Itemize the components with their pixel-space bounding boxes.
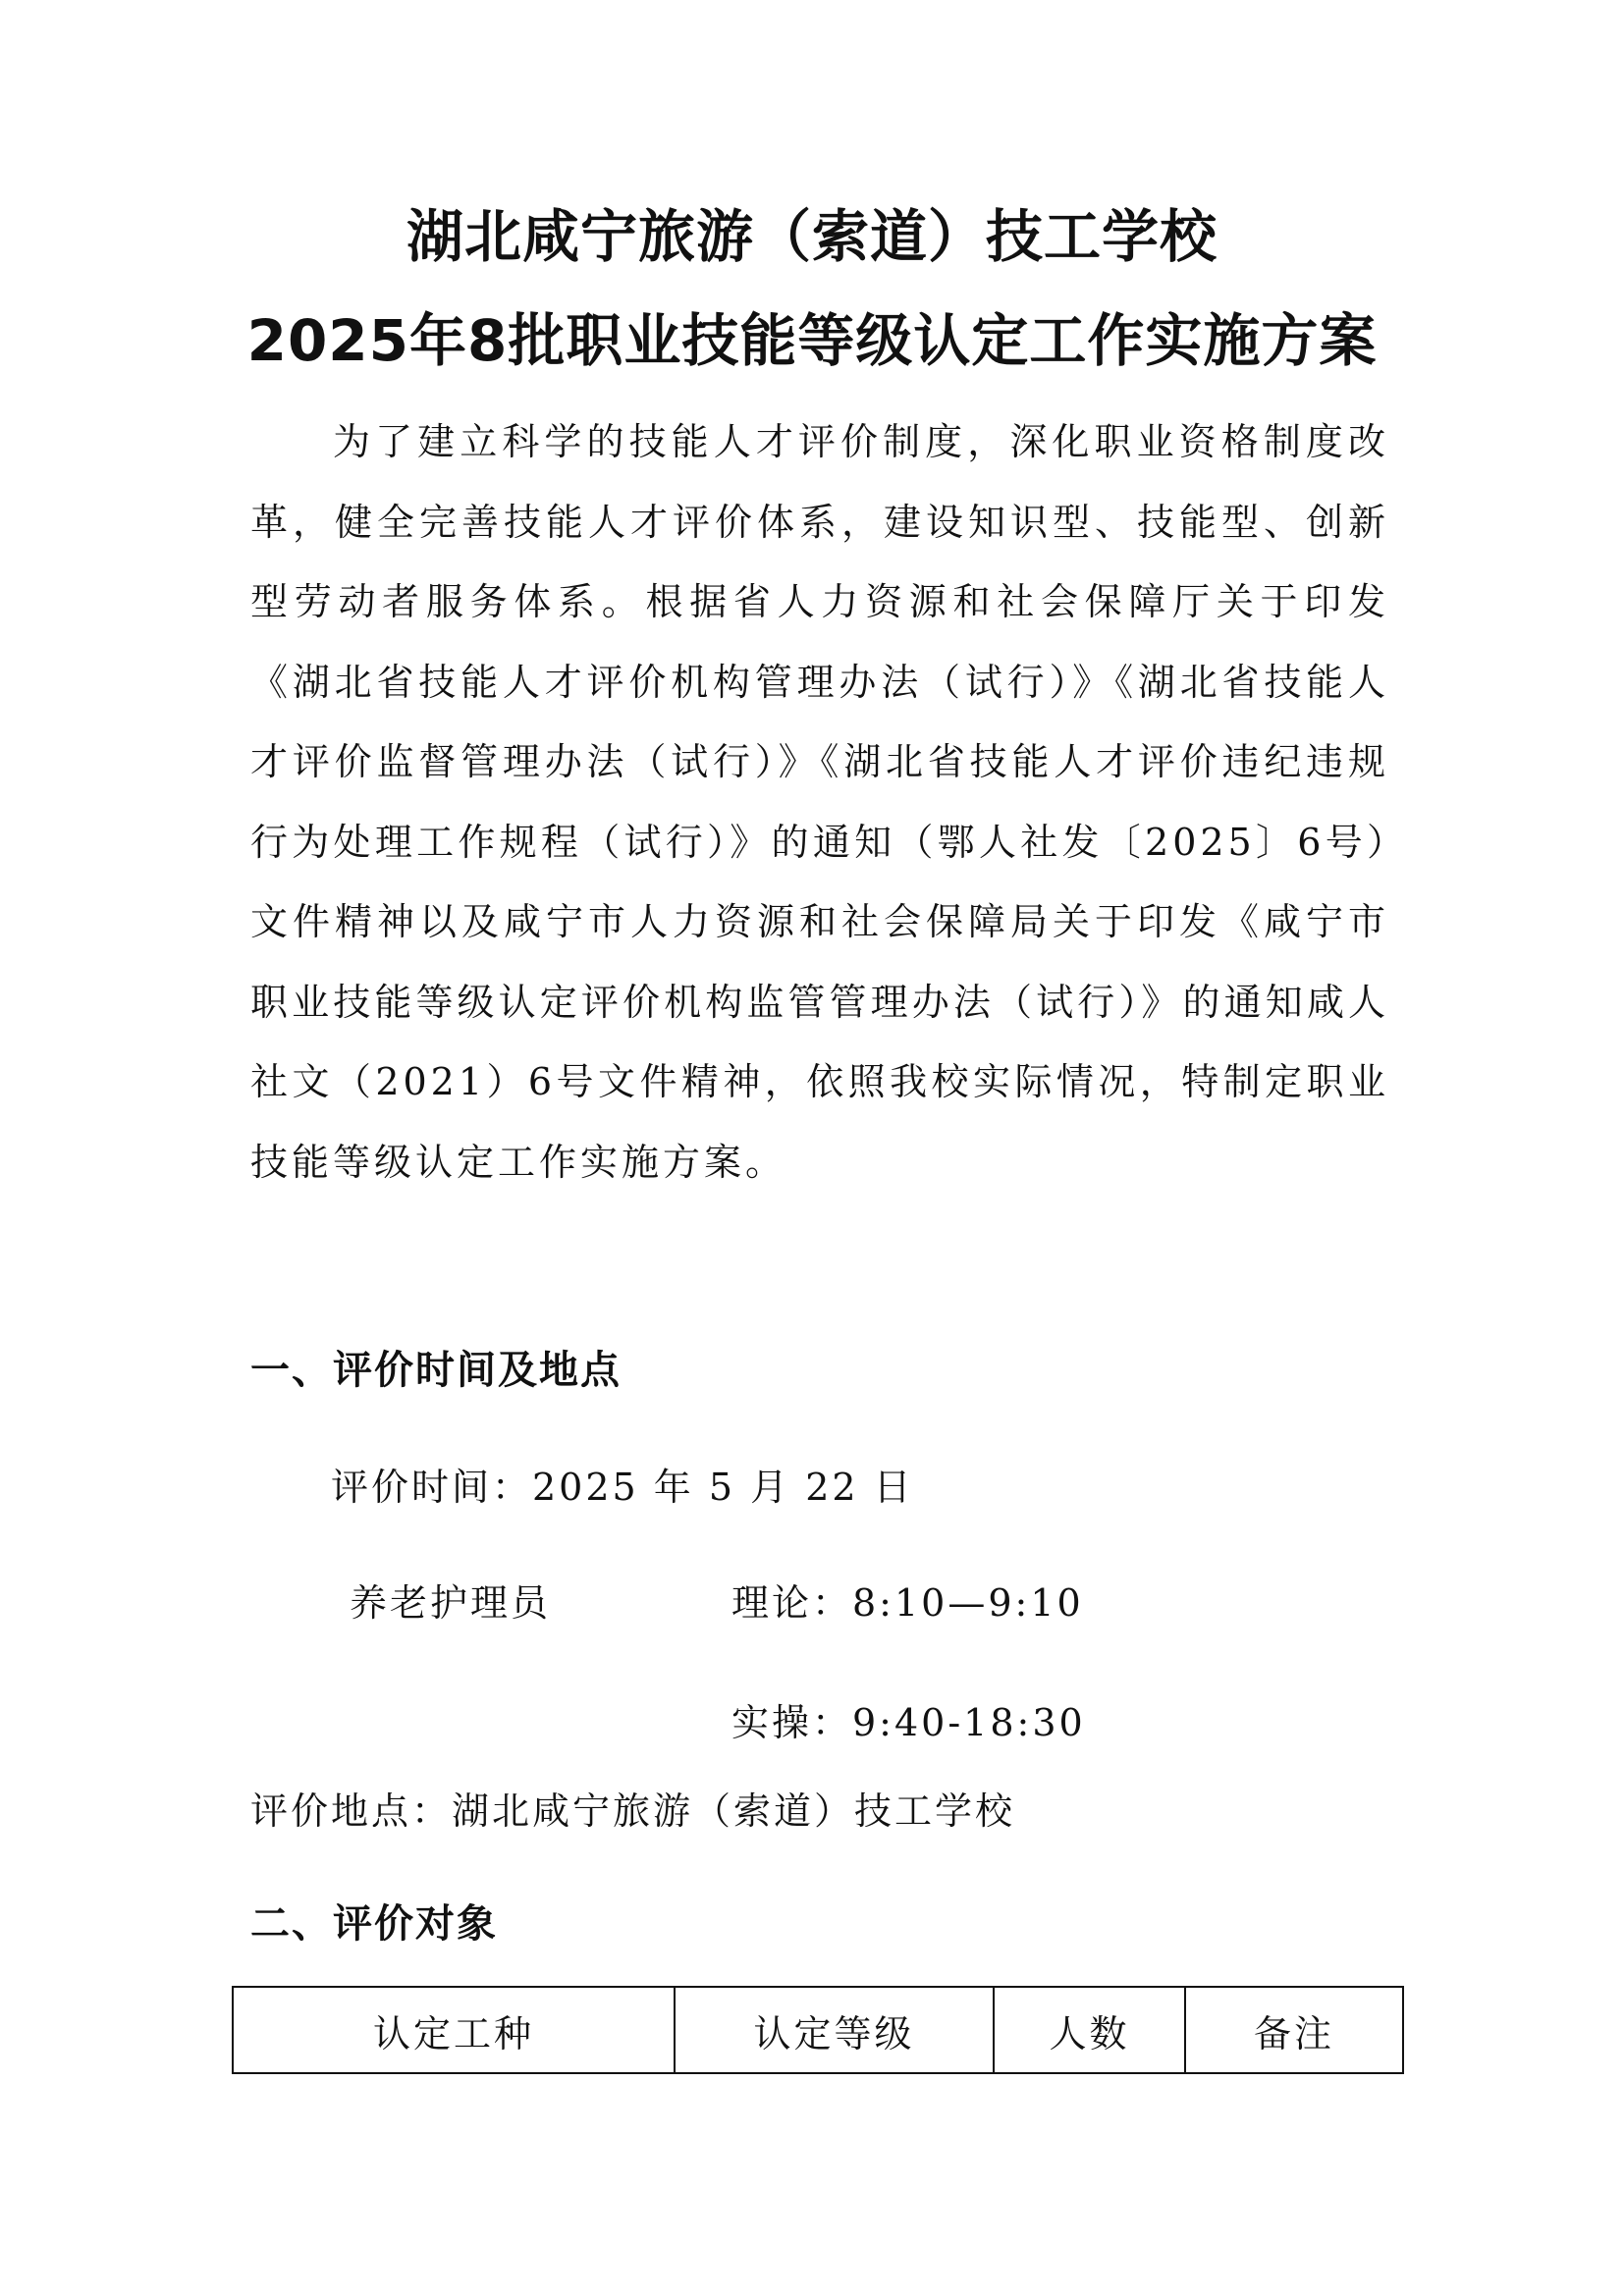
table-header-job-type: 认定工种: [233, 1987, 675, 2073]
job-type-name: 养老护理员: [350, 1581, 552, 1625]
table-header-count: 人数: [994, 1987, 1185, 2073]
section-heading-evaluation-subjects: 二、评价对象: [250, 1901, 498, 1947]
table-header-level: 认定等级: [675, 1987, 994, 2073]
document-title-line2: 2025年8批职业技能等级认定工作实施方案: [246, 307, 1378, 374]
table-header-row: [233, 1987, 1403, 2073]
evaluation-time: 评价时间：2025 年 5 月 22 日: [331, 1466, 914, 1509]
practical-exam-time: 实操：9:40-18:30: [731, 1701, 1086, 1744]
intro-paragraph: 为了建立科学的技能人才评价制度，深化职业资格制度改革，健全完善技能人才评价体系，建设知识型、技能型、创新型劳动者服务体系。根据省人力资源和社会保障厅关于印发《湖北省技能人才评价机构管理办法（试行）》《湖北省技能人才评价监督管理办法（试行）》《湖北省技能人才评价违纪违规行为处理工作规程（试行）》的通知（鄂人社发〔2025〕6号）文件精神以及咸宁市人力资源和社会保障局关于印发《咸宁市职业技能等级认定评价机构监管管理办法（试行）》的通知咸人社文（2021）6号文件精神，依照我校实际情况，特制定职业技能等级认定工作实施方案。: [250, 420, 1389, 1184]
section-heading-time-location: 一、评价时间及地点: [250, 1348, 622, 1393]
evaluation-location: 评价地点：湖北咸宁旅游（索道）技工学校: [250, 1789, 1016, 1833]
evaluation-subjects-table: [232, 1986, 1404, 2074]
document-title-line1: 湖北咸宁旅游（索道）技工学校: [406, 203, 1218, 270]
theory-exam-time: 理论：8:10—9:10: [731, 1581, 1084, 1625]
table-header-remarks: 备注: [1185, 1987, 1403, 2073]
